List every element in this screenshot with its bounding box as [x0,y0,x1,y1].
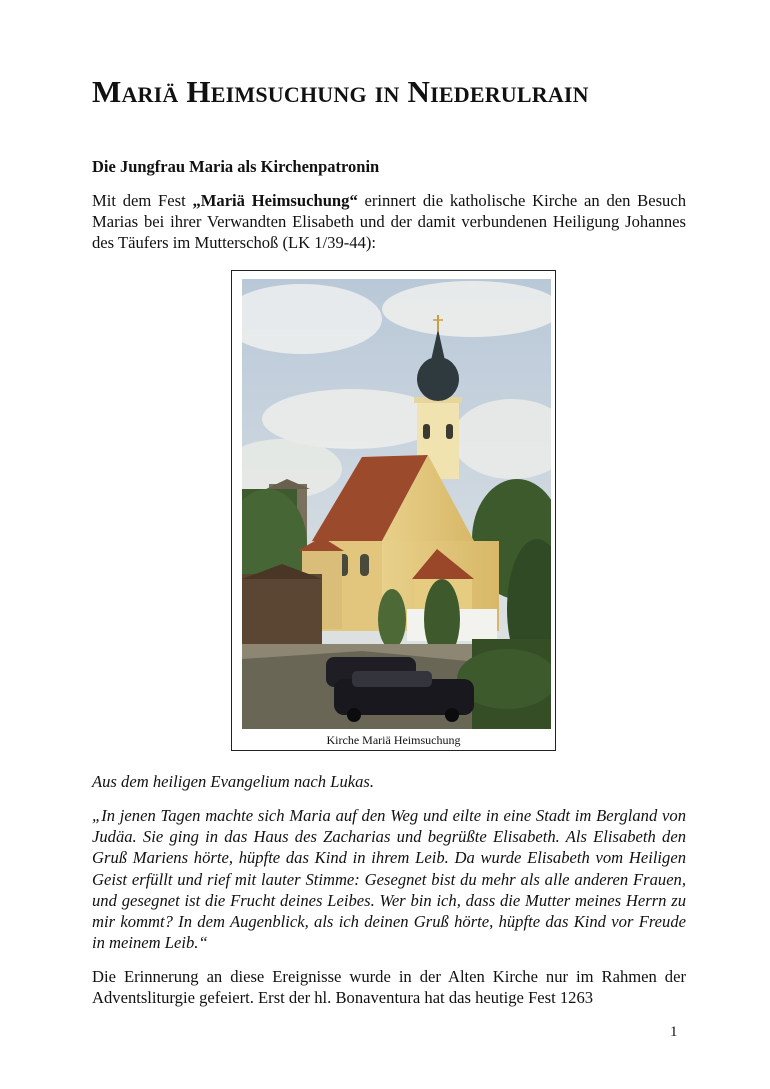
church-photo [242,279,551,729]
gospel-source: Aus dem heiligen Evangelium nach Lukas. [92,772,375,791]
history-paragraph: Die Erinnerung an diese Ereignisse wurde in der Alten Kirche nur im Rahmen der Adventsliturgie gefeiert. Erst der hl. Bonaventura hat das heutige Fest 1263 [92,967,686,1008]
page-number: 1 [670,1024,678,1040]
page-title: Mariä Heimsuchung in Niederulrain [92,74,589,109]
gospel-quote: „In jenen Tagen machte sich Maria auf den Weg und eilte in eine Stadt im Bergland von Judäa. Sie ging in das Haus des Zacharias und begrüßte Elisabeth. Als Elisabeth den Gruß Mariens hörte, hüpfte das Kind in ihrem Leib. Da wurde Elisabeth vom Heiligen Geist erfüllt und rief mit lauter Stimme: Gesegnet bist du mehr als alle anderen Frauen, und gesegnet ist die Frucht deines Leibes. Wer bin ich, dass die Mutter meines Herrn zu mir kommt? In dem Augenblick, als ich deinen Gruß hörte, hüpfte das Kind vor Freude in meinem Leib.“ [92,806,686,953]
section-heading: Die Jungfrau Maria als Kirchenpatronin [92,157,380,176]
intro-text-end: erinnert die katholische Kirche an den Besuch Marias bei ihrer Verwandten Elisabeth und der damit verbundenen Heiligung Johannes des Täufers im Mutterschoß (LK 1/39-44): [92,191,686,253]
church-figure [231,270,556,751]
intro-text-start: Mit dem Fest [92,191,193,210]
intro-paragraph [92,190,686,254]
figure-caption: Kirche Mariä Heimsuchung [326,733,461,747]
intro-feast-name: „Mariä Heimsuchung“ [192,191,358,210]
